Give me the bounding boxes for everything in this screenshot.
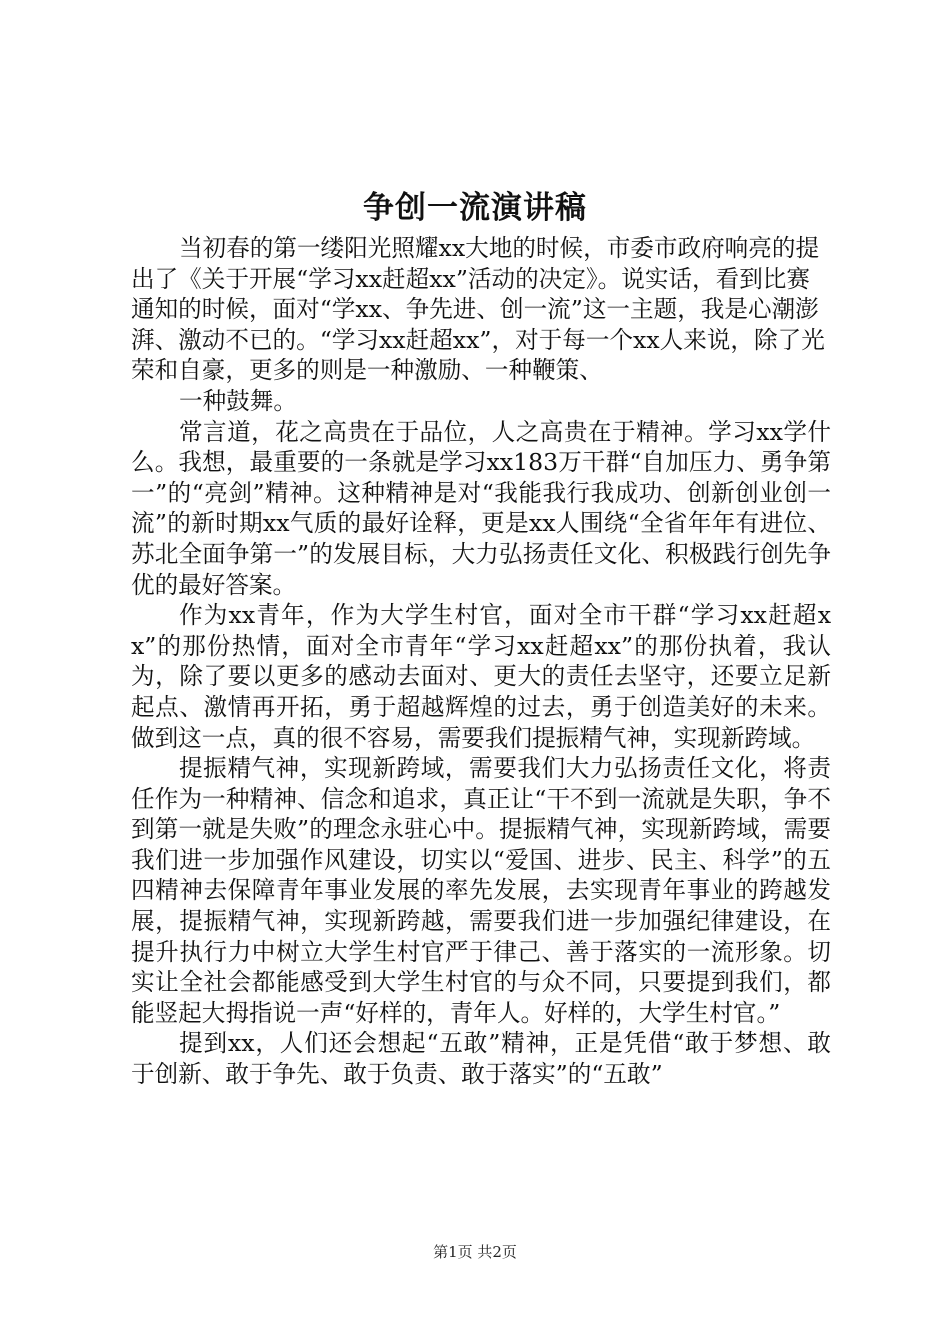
paragraph-5: 提振精气神，实现新跨域，需要我们大力弘扬责任文化，将责任作为一种精神、信念和追求，真正让“干不到一流就是失职，争不到第一就是失败”的理念永驻心中。提振精气神，实现新跨域，需要我们进一步加强作风建设，切实以“爱国、进步、民主、科学”的五四精神去保障青年事业发展的率先发展，去实现青年事业的跨越发展，提振精气神，实现新跨越，需要我们进一步加强纪律建设，在提升执行力中树立大学生村官严于律己、善于落实的一流形象。切实让全社会都能感受到大学生村官的与众不同，只要提到我们，都能竖起大拇指说一声“好样的，青年人。好样的，大学生村官。” (131, 754, 831, 1027)
paragraph-2: 一种鼓舞。 (179, 386, 297, 415)
page-footer: 第1页 共2页 (433, 1243, 517, 1261)
paragraph-1: 当初春的第一缕阳光照耀xx大地的时候，市委市政府响亮的提出了《关于开展“学习xx赶超xx”活动的决定》。说实话，看到比赛通知的时候，面对“学xx、争先进、创一流”这一主题，我是心潮澎湃、激动不已的。“学习xx赶超xx”，对于每一个xx人来说，除了光荣和自豪，更多的则是一种激励、一种鞭策、 (131, 234, 825, 385)
document-title: 争创一流演讲稿 (363, 190, 587, 226)
paragraph-3: 常言道，花之高贵在于品位，人之高贵在于精神。学习xx学什么。我想，最重要的一条就是学习xx183万干群“自加压力、勇争第一”的“亮剑”精神。这种精神是对“我能我行我成功、创新创业创一流”的新时期xx气质的最好诠释，更是xx人围绕“全省年年有进位、苏北全面争第一”的发展目标，大力弘扬责任文化、积极践行创先争优的最好答案。 (131, 417, 831, 599)
paragraph-4: 作为xx青年，作为大学生村官，面对全市干群“学习xx赶超xx”的那份热情，面对全市青年“学习xx赶超xx”的那份执着，我认为，除了要以更多的感动去面对、更大的责任去坚守，还要立足新起点、激情再开拓，勇于超越辉煌的过去，勇于创造美好的未来。做到这一点，真的很不容易，需要我们提振精气神，实现新跨域。 (131, 601, 831, 752)
document-body (131, 233, 831, 1090)
paragraph-6: 提到xx，人们还会想起“五敢”精神，正是凭借“敢于梦想、敢于创新、敢于争先、敢于负责、敢于落实”的“五敢” (131, 1029, 831, 1089)
